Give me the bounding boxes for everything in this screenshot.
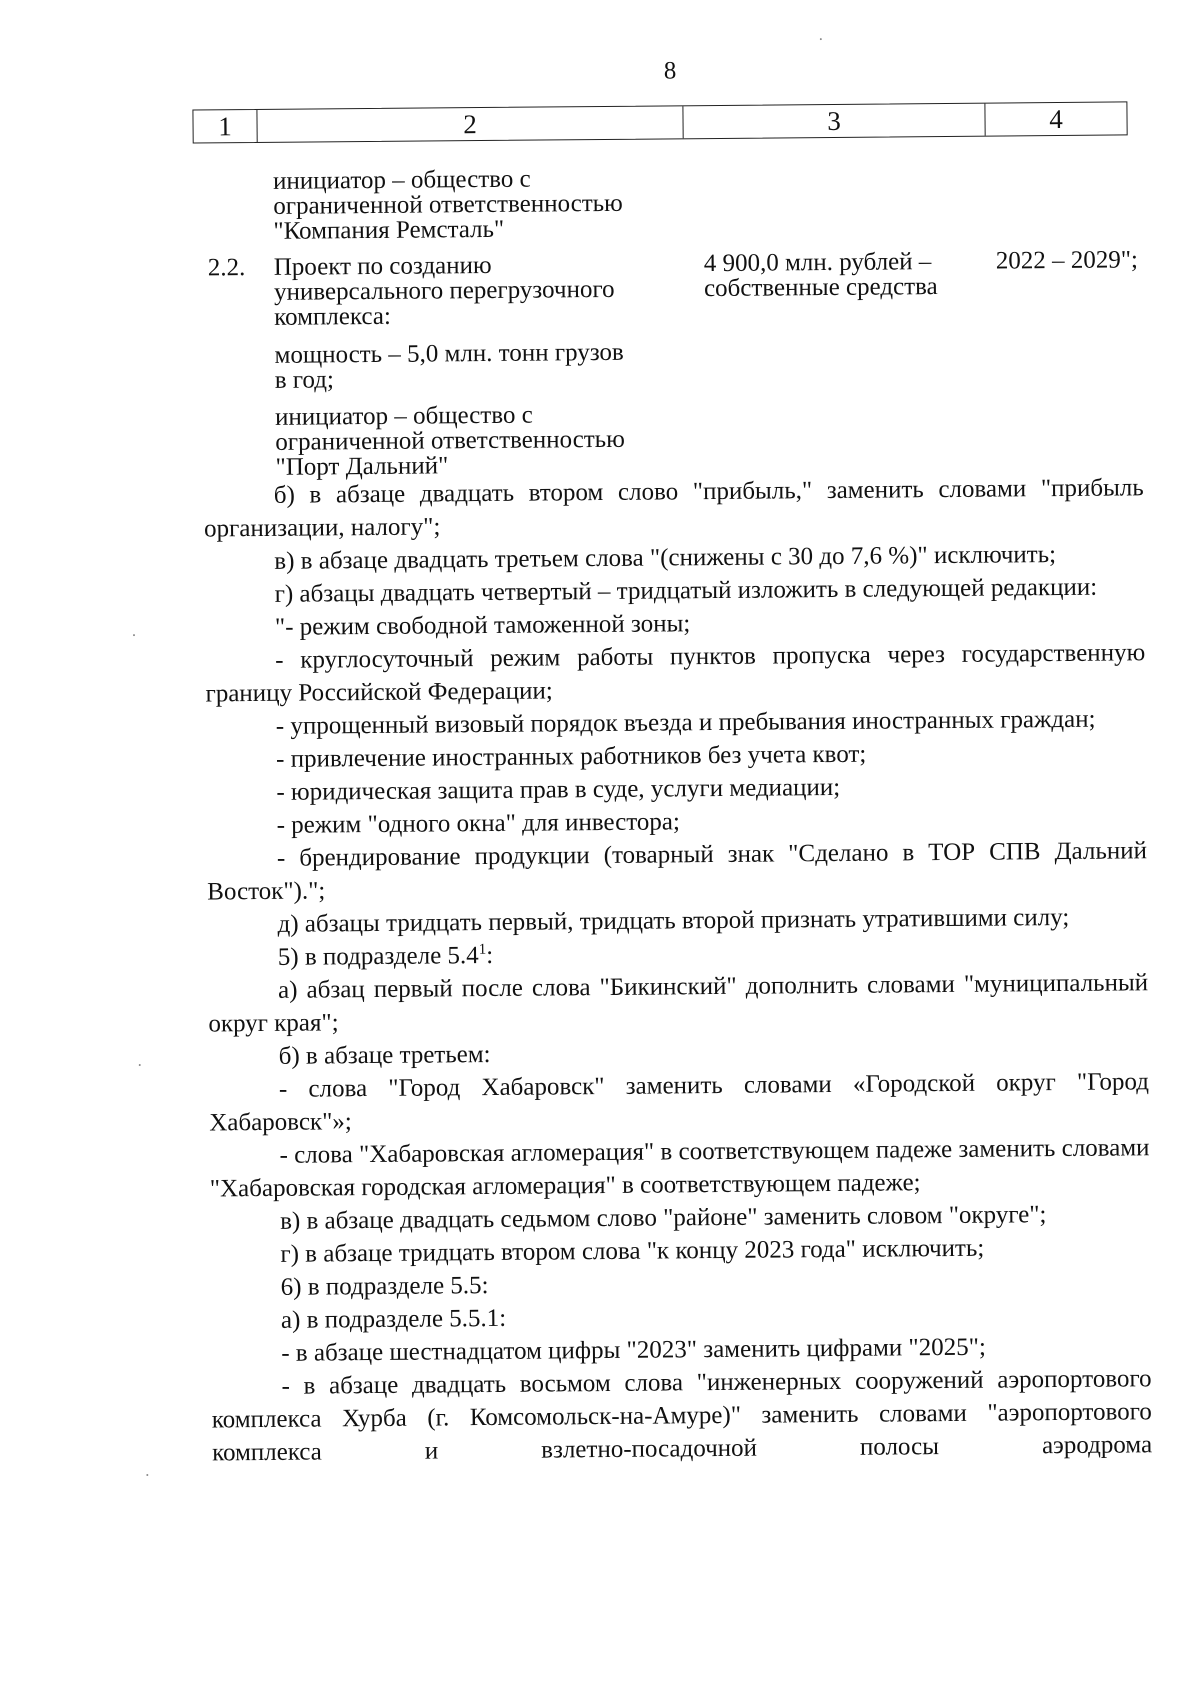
row-period: 2022 – 2029";	[995, 246, 1139, 275]
paragraph: - брендирование продукции (товарный знак "Сделано в ТОР СПВ Дальний Восток").";	[207, 837, 1148, 906]
paragraph: г) в абзаце тридцать втором слова "к концу 2023 года" исключить;	[280, 1234, 985, 1268]
paragraph: - привлечение иностранных работников без учета квот;	[275, 740, 867, 773]
subsection-text: 5) в подразделе 5.4	[277, 942, 479, 971]
table-cell-line: мощность – 5,0 млн. тонн грузов	[274, 338, 624, 369]
document-body	[204, 471, 1153, 1469]
paragraph: - слова "Хабаровская агломерация" в соответствующем падеже заменить словами "Хабаровская городская агломерация" в соответствующем падеже;	[209, 1134, 1150, 1203]
table-cell-line: инициатор – общество с	[272, 165, 531, 195]
paragraph: в) в абзаце двадцать третьем слова "(снижены с 30 до 7,6 %)" исключить;	[274, 541, 1057, 575]
table-cell-line: ограниченной ответственностью	[275, 425, 625, 456]
table-cell-line: собственные средства	[703, 273, 938, 303]
table-header-cell: 4	[1049, 103, 1063, 134]
table-cell-line: "Компания Ремсталь"	[273, 215, 505, 245]
paragraph: - слова "Город Хабаровск" заменить словами «Городской округ "Город Хабаровск"»;	[209, 1068, 1150, 1137]
table-cell-line: 4 900,0 млн. рублей –	[703, 248, 932, 278]
scan-speck	[133, 634, 135, 636]
row-initiator	[275, 402, 625, 480]
row-number: 2.2.	[207, 254, 246, 282]
table-cell-line: Проект по созданию	[273, 251, 492, 281]
paragraph: д) абзацы тридцать первый, тридцать второй признать утратившими силу;	[277, 903, 1070, 938]
paragraph: б) в абзаце третьем:	[278, 1040, 491, 1070]
paragraph: - юридическая защита прав в суде, услуги медиации;	[276, 773, 841, 806]
paragraph: а) абзац первый после слова "Бикинский" дополнить словами "муниципальный округ края";	[208, 969, 1149, 1038]
page-number: 8	[663, 57, 677, 85]
subsection-suffix: :	[486, 941, 494, 970]
table-cell-line: инициатор – общество с	[274, 401, 533, 431]
table-header-row	[192, 101, 1127, 143]
paragraph: - круглосуточный режим работы пунктов пропуска через государственную границу Российской Федерации;	[205, 639, 1146, 708]
paragraph: в) в абзаце двадцать седьмом слово "районе" заменить словом "округе";	[280, 1201, 1047, 1235]
row-project-description	[274, 252, 615, 330]
table-cell-line: в год;	[274, 366, 335, 394]
table-cell-line: "Порт Дальний"	[275, 452, 449, 481]
table-cell-line: комплекса:	[274, 302, 391, 331]
paragraph: г) абзацы двадцать четвертый – тридцатый изложить в следующей редакции:	[274, 573, 1098, 608]
table-header-cell: 3	[683, 104, 985, 139]
paragraph: 6) в подразделе 5.5:	[280, 1272, 489, 1301]
scan-speck	[146, 1474, 148, 1476]
scan-speck	[139, 1064, 141, 1066]
table-header-cell: 1	[193, 110, 257, 143]
paragraph: - режим "одного окна" для инвестора;	[276, 808, 681, 839]
paragraph: - упрощенный визовый порядок въезда и пребывания иностранных граждан;	[275, 705, 1096, 740]
table-cell-line: ограниченной ответственностью	[273, 189, 623, 220]
row-funding	[704, 249, 938, 301]
table-header-cell: 2	[257, 106, 683, 142]
table-cell-line: универсального перегрузочного	[273, 275, 615, 306]
paragraph: - в абзаце двадцать восьмом слова "инженерных сооружений аэропортового комплекса Хурба (г. Комсомольск-на-Амуре)" заменить словами "аэропортового комплекса и взлетно-посадочной полосы аэродрома	[211, 1365, 1153, 1467]
superscript: 1	[478, 941, 487, 958]
paragraph: а) в подразделе 5.5.1:	[280, 1304, 507, 1334]
row-capacity	[274, 340, 624, 393]
table-row-initiator-continuation	[273, 166, 623, 244]
paragraph: - в абзаце шестнадцатом цифры "2023" заменить цифрами "2025";	[281, 1333, 986, 1367]
scan-speck	[820, 38, 822, 40]
paragraph: б) в абзаце двадцать втором слово "прибыль," заменить словами "прибыль организации, налогу";	[203, 474, 1144, 543]
paragraph: "- режим свободной таможенной зоны;	[274, 610, 691, 641]
